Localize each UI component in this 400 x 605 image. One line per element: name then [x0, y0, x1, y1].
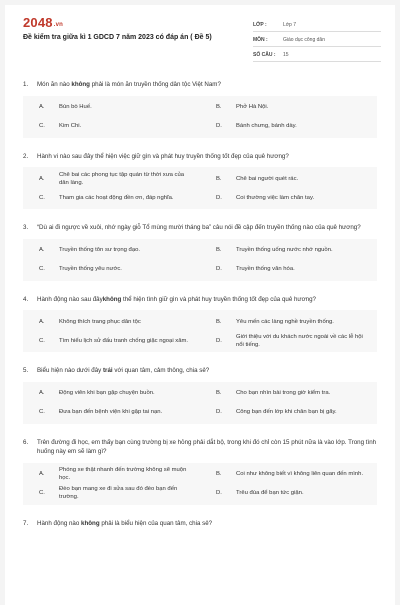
answer-option[interactable] — [200, 465, 377, 484]
answer-option[interactable] — [23, 484, 200, 503]
question-pre: Hành động nào sau đây — [37, 295, 103, 303]
question-pre: Hành vi nào sau đây thể hiện việc giữ gìn và phát huy truyền thống tốt đẹp của quê hương? — [37, 152, 289, 160]
answer-option[interactable] — [200, 312, 377, 331]
question-text — [23, 80, 377, 90]
question-number: 4. — [23, 295, 29, 303]
answer-option[interactable] — [200, 169, 377, 188]
answer-options — [23, 382, 377, 424]
answer-options — [23, 167, 377, 209]
option-text: Truyền thống văn hóa. — [236, 266, 295, 272]
logo-suffix: .vn — [53, 22, 64, 28]
question-number: 1. — [23, 81, 29, 88]
answer-option[interactable] — [23, 117, 200, 136]
option-text: Bánh chưng, bánh dày. — [236, 123, 297, 129]
option-letter: C. — [39, 123, 45, 129]
answer-option[interactable] — [200, 188, 377, 207]
question-text — [23, 366, 377, 376]
option-letter: C. — [39, 337, 45, 344]
page-header — [5, 5, 395, 65]
answer-option[interactable] — [23, 384, 200, 403]
meta-label: MÔN : — [253, 36, 268, 43]
option-letter: A. — [39, 247, 45, 253]
answer-option[interactable] — [200, 241, 377, 260]
question-3 — [5, 223, 395, 281]
option-letter: A. — [39, 318, 45, 325]
question-post: với quan tâm, cảm thông, chia sẻ? — [112, 367, 210, 374]
option-letter: B. — [216, 175, 222, 182]
option-letter: A. — [39, 175, 45, 182]
answer-option[interactable] — [23, 331, 200, 350]
option-letter: B. — [216, 318, 222, 325]
option-text: Đưa bạn đến bệnh viện khi gặp tai nạn. — [59, 409, 163, 415]
option-letter: C. — [39, 490, 45, 496]
question-pre: “Dù ai đi ngược về xuôi, nhớ ngày giỗ Tổ mùng mười tháng ba” câu nói đề cập đến truyền thống nào của quê hương? — [37, 224, 361, 231]
option-letter: D. — [216, 337, 222, 344]
option-text: Phóng xe thật nhanh đến trường không sẽ muộn học. — [59, 467, 187, 481]
answer-options — [23, 463, 377, 505]
option-text: Công bạn đến lớp khi chân bạn bị gãy. — [236, 409, 337, 415]
question-post: phải là biểu hiện của quan tâm, chia sẻ? — [99, 519, 213, 527]
answer-option[interactable] — [23, 260, 200, 279]
meta-value: Giáo dục công dân — [283, 36, 325, 43]
question-number: 5. — [23, 367, 29, 374]
meta-label: LỚP : — [253, 21, 267, 28]
question-7 — [5, 519, 395, 529]
option-letter: D. — [216, 490, 222, 496]
option-text: Động viên khi bạn gặp chuyện buồn. — [59, 390, 155, 396]
question-bold: trái — [103, 367, 113, 374]
meta-row-count — [253, 48, 381, 62]
answer-option[interactable] — [200, 117, 377, 136]
option-letter: A. — [39, 471, 45, 477]
logo-main: 2048 — [23, 15, 53, 30]
meta-row-subject — [253, 33, 381, 47]
option-text: Tham gia các hoạt động đền ơn, đáp nghĩa. — [59, 194, 174, 201]
question-number: 2. — [23, 152, 29, 160]
option-letter: B. — [216, 104, 222, 110]
option-letter: A. — [39, 390, 45, 396]
question-text — [23, 295, 377, 305]
question-pre: Hành động nào — [37, 519, 82, 527]
answer-option[interactable] — [200, 260, 377, 279]
question-pre: Biểu hiện nào dưới đây — [37, 367, 103, 374]
answer-option[interactable] — [200, 331, 377, 350]
question-2 — [5, 152, 395, 210]
option-letter: C. — [39, 409, 45, 415]
question-number: 7. — [23, 519, 29, 527]
answer-option[interactable] — [23, 188, 200, 207]
question-prompt — [37, 366, 377, 376]
question-prompt — [37, 438, 377, 457]
question-bold: không — [102, 295, 122, 303]
option-text: Không thích trang phục dân tộc — [59, 318, 141, 325]
answer-option[interactable] — [23, 465, 200, 484]
question-prompt — [37, 295, 377, 305]
question-bold: không — [81, 519, 100, 527]
answer-option[interactable] — [23, 241, 200, 260]
question-pre: Món ăn nào — [37, 81, 72, 88]
question-text — [23, 519, 377, 529]
meta-label: SỐ CÂU : — [253, 51, 276, 58]
question-text — [23, 438, 377, 457]
option-text: Trêu đùa để bạn tức giận. — [236, 490, 304, 496]
option-text: Coi thường việc làm chăn tay. — [236, 194, 315, 201]
question-number: 6. — [23, 438, 29, 446]
question-post: thể hiện tình giữ gìn và phát huy truyền thống tốt đẹp của quê hương? — [121, 295, 316, 303]
option-text: Truyền thống yêu nước. — [59, 266, 122, 272]
option-text: Yêu mến các làng nghề truyền thống. — [236, 318, 334, 325]
option-text: Đèo bạn mang xe đi sửa sau đó đèo bạn đến trường. — [59, 486, 178, 500]
answer-options — [23, 310, 377, 352]
option-text: Chê bai người quét rác. — [236, 175, 299, 182]
question-text — [23, 152, 377, 162]
question-pre: Trên đường đi học, em thấy bạn cùng trường bị xe hỏng phải dắt bộ, trong khi đó chỉ còn 15 phút nữa là vào lớp. Trong tình huống này em sẽ làm gì? — [37, 438, 377, 455]
question-list — [5, 80, 395, 542]
question-prompt — [37, 223, 377, 233]
option-text: Bún bò Huế. — [59, 104, 92, 110]
question-1 — [5, 80, 395, 138]
exam-page — [5, 5, 395, 605]
question-prompt — [37, 152, 377, 162]
question-post: phải là món ăn truyền thống dân tộc Việt Nam? — [89, 81, 221, 88]
question-prompt — [37, 519, 377, 529]
question-bold: không — [71, 81, 90, 88]
answer-options — [23, 96, 377, 138]
question-6 — [5, 438, 395, 505]
answer-option[interactable] — [200, 484, 377, 503]
option-text: Truyền thống tôn sư trọng đạo. — [59, 247, 141, 253]
question-text — [23, 223, 377, 233]
answer-options — [23, 239, 377, 281]
answer-option[interactable] — [200, 403, 377, 422]
answer-option[interactable] — [23, 312, 200, 331]
option-text: Truyền thống uống nước nhớ nguồn. — [236, 247, 333, 253]
option-text: Phở Hà Nội. — [236, 104, 269, 110]
answer-option[interactable] — [200, 384, 377, 403]
question-number: 3. — [23, 224, 29, 231]
option-letter: C. — [39, 194, 45, 201]
question-4 — [5, 295, 395, 353]
meta-table — [253, 18, 381, 63]
meta-value: 15 — [283, 51, 289, 58]
option-letter: B. — [216, 471, 222, 477]
answer-option[interactable] — [23, 98, 200, 117]
site-logo[interactable] — [23, 15, 63, 30]
option-text: Giới thiệu với du khách nước ngoài về các lễ hội nổi tiếng. — [236, 333, 363, 348]
meta-value: Lớp 7 — [283, 21, 297, 28]
option-letter: D. — [216, 266, 222, 272]
option-text: Kim Chi. — [59, 123, 82, 129]
answer-option[interactable] — [23, 169, 200, 188]
document-title: Đề kiểm tra giữa kì 1 GDCD 7 năm 2023 có đáp án ( Đề 5) — [23, 34, 212, 41]
option-letter: D. — [216, 194, 222, 201]
option-text: Tìm hiểu lịch sử đấu tranh chống giặc ngoại xâm. — [59, 337, 189, 344]
question-5 — [5, 366, 395, 424]
option-letter: D. — [216, 123, 222, 129]
option-letter: B. — [216, 390, 222, 396]
option-letter: C. — [39, 266, 45, 272]
option-letter: A. — [39, 104, 45, 110]
question-prompt — [37, 80, 377, 90]
option-text: Coi như không biết vì không liên quan đến mình. — [236, 471, 364, 477]
option-text: Cho bạn nhìn bài trong giờ kiểm tra. — [236, 390, 331, 396]
answer-option[interactable] — [200, 98, 377, 117]
option-letter: B. — [216, 247, 222, 253]
option-letter: D. — [216, 409, 222, 415]
option-text: Chê bai các phong tục tập quán từ thời xưa của dân làng. — [59, 171, 185, 186]
meta-row-class — [253, 18, 381, 32]
answer-option[interactable] — [23, 403, 200, 422]
